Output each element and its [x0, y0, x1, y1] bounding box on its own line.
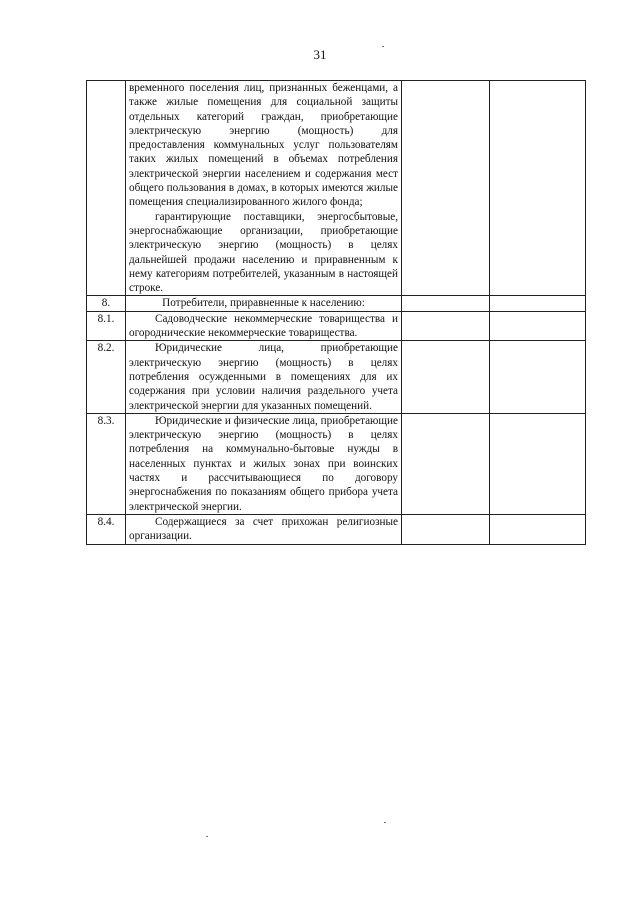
row-number-cell: 8.3. [87, 413, 126, 514]
category-paragraph: гарантирующие поставщики, энергосбытовые, энергоснабжающие организации, приобретающие электрическую энергию (мощность) в целях дальнейшей продажи населению и приравненным к нему категориям потребителей, указанным в настоящей строке. [129, 210, 398, 295]
scan-speck [384, 822, 386, 823]
empty-value-cell [490, 81, 586, 296]
table-row [87, 514, 586, 544]
category-description-cell [126, 413, 402, 514]
category-paragraph: временного поселения лиц, признанных беженцами, а также жилые помещения для социальной защиты отдельных категорий граждан, приобретающие электрическую энергию (мощность) для предоставления коммунальных услуг пользователям таких жилых помещений в объемах потребления электрической энергии населением и содержания мест общего пользования в домах, в которых имеются жилые помещения специализированного жилого фонда; [129, 82, 398, 209]
table-row [87, 81, 586, 296]
category-paragraph: Юридические и физические лица, приобретающие электрическую энергию (мощность) в целях потребления на коммунально-бытовые нужды в населенных пунктах и жилых зонах при воинских частях и рассчитывающиеся по договору энергоснабжения по показаниям общего прибора учета электрической энергии. [129, 414, 398, 513]
category-paragraph: Содержащиеся за счет прихожан религиозные организации. [129, 515, 398, 543]
empty-value-cell [402, 81, 490, 296]
category-description-cell [126, 311, 402, 341]
row-number-cell: 8.2. [87, 341, 126, 413]
table-row [87, 296, 586, 311]
category-description-cell [126, 296, 402, 311]
empty-value-cell [490, 514, 586, 544]
empty-value-cell [402, 413, 490, 514]
empty-value-cell [490, 413, 586, 514]
category-paragraph: Юридические лица, приобретающие электрическую энергию (мощность) в целях потребления осужденными в помещениях для их содержания при условии наличия раздельного учета электрической энергии для указанных помещений. [129, 342, 398, 412]
table-row [87, 341, 586, 413]
empty-value-cell [402, 296, 490, 311]
category-description-cell [126, 341, 402, 413]
row-number-cell: 8.1. [87, 311, 126, 341]
table-row [87, 311, 586, 341]
category-description-cell [126, 81, 402, 296]
scan-speck [382, 46, 384, 47]
scan-speck [206, 836, 208, 837]
empty-value-cell [490, 311, 586, 341]
empty-value-cell [490, 341, 586, 413]
table-row [87, 413, 586, 514]
empty-value-cell [402, 514, 490, 544]
row-number-cell: 8. [87, 296, 126, 311]
page-number: 31 [313, 47, 327, 62]
empty-value-cell [402, 341, 490, 413]
empty-value-cell [402, 311, 490, 341]
table-body [87, 81, 586, 545]
row-number-cell [87, 81, 126, 296]
category-paragraph: Потребители, приравненные к населению: [162, 297, 365, 310]
empty-value-cell [490, 296, 586, 311]
tariff-category-table [86, 80, 586, 545]
category-paragraph: Садоводческие некоммерческие товарищества и огороднические некоммерческие товарищества. [129, 312, 398, 340]
row-number-cell: 8.4. [87, 514, 126, 544]
category-description-cell [126, 514, 402, 544]
